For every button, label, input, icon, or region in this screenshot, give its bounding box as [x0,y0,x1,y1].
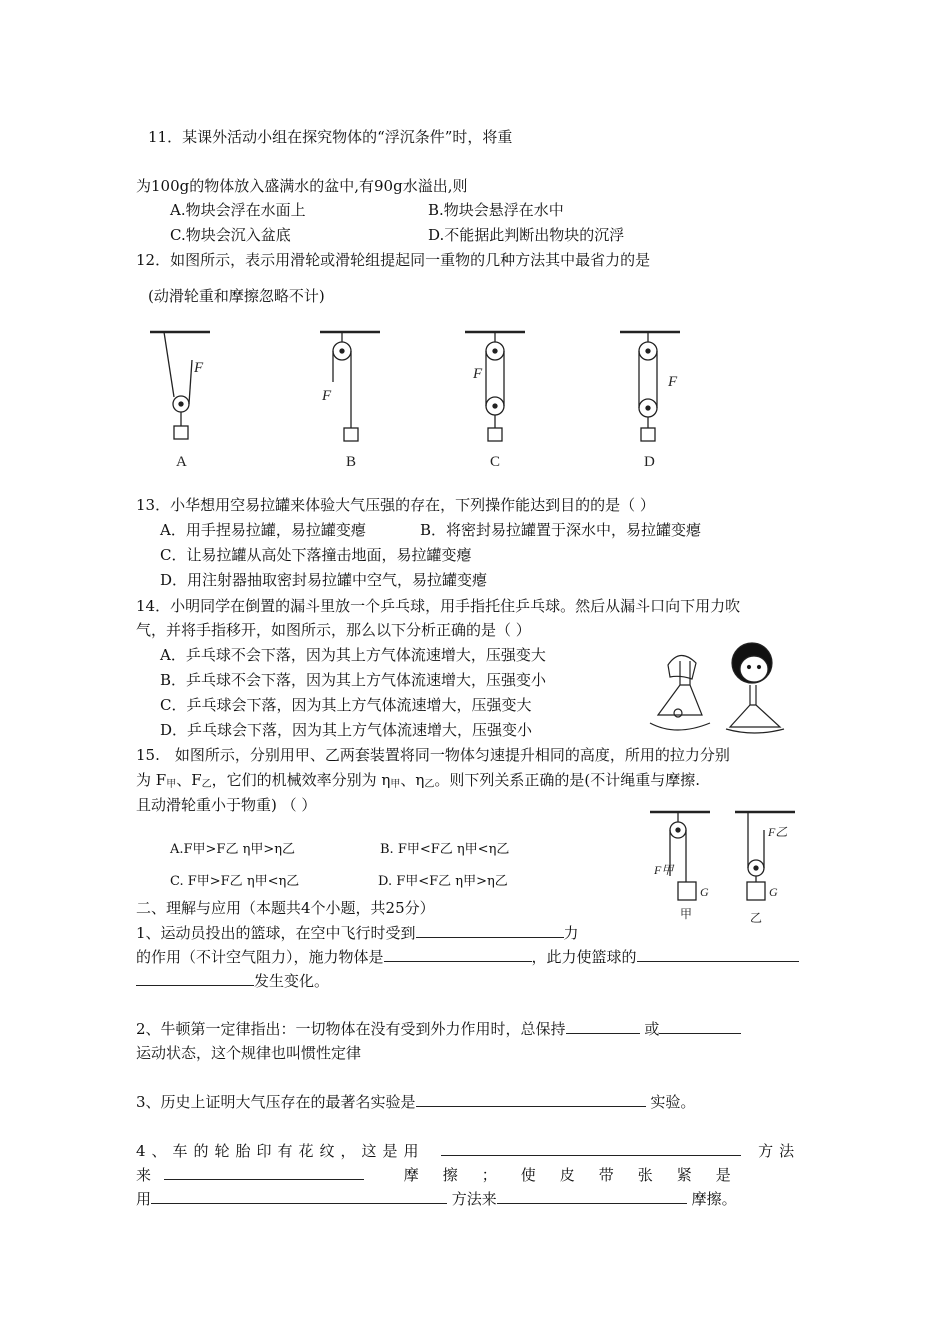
weight-label-jia: G [700,885,709,899]
force-label-d: F [668,374,678,390]
fig-label-d: D [644,454,655,470]
p2-q1-blank-3[interactable] [637,946,799,962]
funnel-pingpong-figure [640,625,790,735]
p2-q1-blank-1[interactable] [416,922,564,938]
p2-q1-line2: 的作用（不计空气阻力），施力物体是 ，此力使篮球的 [136,946,799,967]
q14-option-a: A．乒乓球不会下落，因为其上方气体流速增大，压强变大 [160,646,546,664]
force-label-jia: F甲 [654,863,674,877]
q13-stem: 13．小华想用空易拉罐来体验大气压强的存在，下列操作能达到目的的是（ ） [136,496,655,514]
fig-label-c: C [490,454,501,470]
q13-option-a: A．用手捏易拉罐，易拉罐变瘪 [160,521,366,539]
p2-q2-line2: 运动状态，这个规律也叫惯性定律 [136,1044,362,1062]
q15-line2: 为 $F_甲$、$F_乙$，它们的机械效率分别为 $\eta_甲$、$\eta_乙$。则下列关系正确的是(不计绳重与摩擦. [136,771,700,790]
q15-option-b: B. F甲<F乙 η甲<η乙 [380,842,510,857]
fig-label-jia: 甲 [680,907,693,921]
p2-q1-line1: 1、运动员投出的篮球，在空中飞行时受到 力 [136,924,579,942]
q13-option-b: B．将密封易拉罐置于深水中，易拉罐变瘪 [420,521,702,539]
p2-q4-line1: 4、车的轮胎印有花纹，这是用 方法 [136,1142,801,1160]
q15-line1: 15. 如图所示，分别用甲、乙两套装置将同一物体匀速提升相同的高度，所用的拉力分别 [136,746,730,764]
pulley-figure-q12 [140,320,700,475]
fig-label-yi: 乙 [750,911,763,925]
q11-option-d: D.不能据此判断出物块的沉浮 [428,226,625,244]
p2-q3-blank[interactable] [416,1091,646,1107]
q15-option-d: D. F甲<F乙 η甲>η乙 [378,874,508,889]
q14-option-b: B．乒乓球不会下落，因为其上方气体流速增大，压强变小 [160,671,547,689]
p2-q1-blank-4[interactable] [136,970,254,986]
force-label-a: F [194,360,204,376]
q11-option-a: A.物块会浮在水面上 [170,201,306,219]
p2-q1-line3: 发生变化。 [136,970,329,991]
force-label-yi: F乙 [768,825,788,839]
q13-option-c: C．让易拉罐从高处下落撞击地面，易拉罐变瘪 [160,546,472,564]
q11-line2: 为100g的物体放入盛满水的盆中,有90g水溢出,则 [136,177,468,195]
q14-line1: 14．小明同学在倒置的漏斗里放一个乒乓球，用手指托住乒乓球。然后从漏斗口向下用力吹 [136,597,741,615]
p2-q2-line1: 2、牛顿第一定律指出：一切物体在没有受到外力作用时，总保持 或 [136,1018,741,1039]
p2-q3-line: 3、历史上证明大气压存在的最著名实验是 实验。 [136,1093,696,1111]
fig-label-a: A [176,454,187,470]
q15-option-c: C. F甲>F乙 η甲<η乙 [170,874,300,889]
p2-q1-blank-2[interactable] [384,946,532,962]
q12-line2: (动滑轮重和摩擦忽略不计) [148,287,325,305]
q11-option-c: C.物块会沉入盆底 [170,226,291,244]
q13-option-d: D．用注射器抽取密封易拉罐中空气，易拉罐变瘪 [160,571,488,589]
weight-label-yi: G [769,885,778,899]
fig-label-b: B [346,454,357,470]
force-label-c: F [473,366,483,382]
part2-heading: 二、理解与应用（本题共4个小题，共25分） [136,899,435,917]
q14-option-c: C．乒乓球会下落，因为其上方气体流速增大，压强变大 [160,696,532,714]
q11-line1: 11．某课外活动小组在探究物体的“浮沉条件”时，将重 [148,128,513,146]
q15-option-a: A.F甲>F乙 η甲>η乙 [170,842,296,857]
q12-line1: 12．如图所示，表示用滑轮或滑轮组提起同一重物的几种方法其中最省力的是 [136,251,651,269]
p2-q4-blank-1[interactable] [441,1140,741,1156]
p2-q4-line3: 用 方法来 摩擦。 [136,1190,737,1208]
force-label-b: F [322,388,332,404]
q14-line2: 气，并将手指移开，如图所示，那么以下分析正确的是（ ） [136,621,531,639]
q11-option-b: B.物块会悬浮在水中 [428,201,564,219]
p2-q4-blank-3[interactable] [151,1188,447,1204]
q14-option-d: D．乒乓球会下落，因为其上方气体流速增大，压强变小 [160,721,533,739]
p2-q2-blank-2[interactable] [659,1018,741,1034]
p2-q4-line2: 来 摩擦；使皮带张紧是 [136,1166,755,1184]
p2-q2-blank-1[interactable] [566,1018,640,1034]
pulley-figure-q15 [640,800,800,930]
p2-q4-blank-2[interactable] [164,1164,364,1180]
p2-q4-blank-4[interactable] [497,1188,687,1204]
q15-line3: 且动滑轮重小于物重) （ ） [136,796,317,814]
